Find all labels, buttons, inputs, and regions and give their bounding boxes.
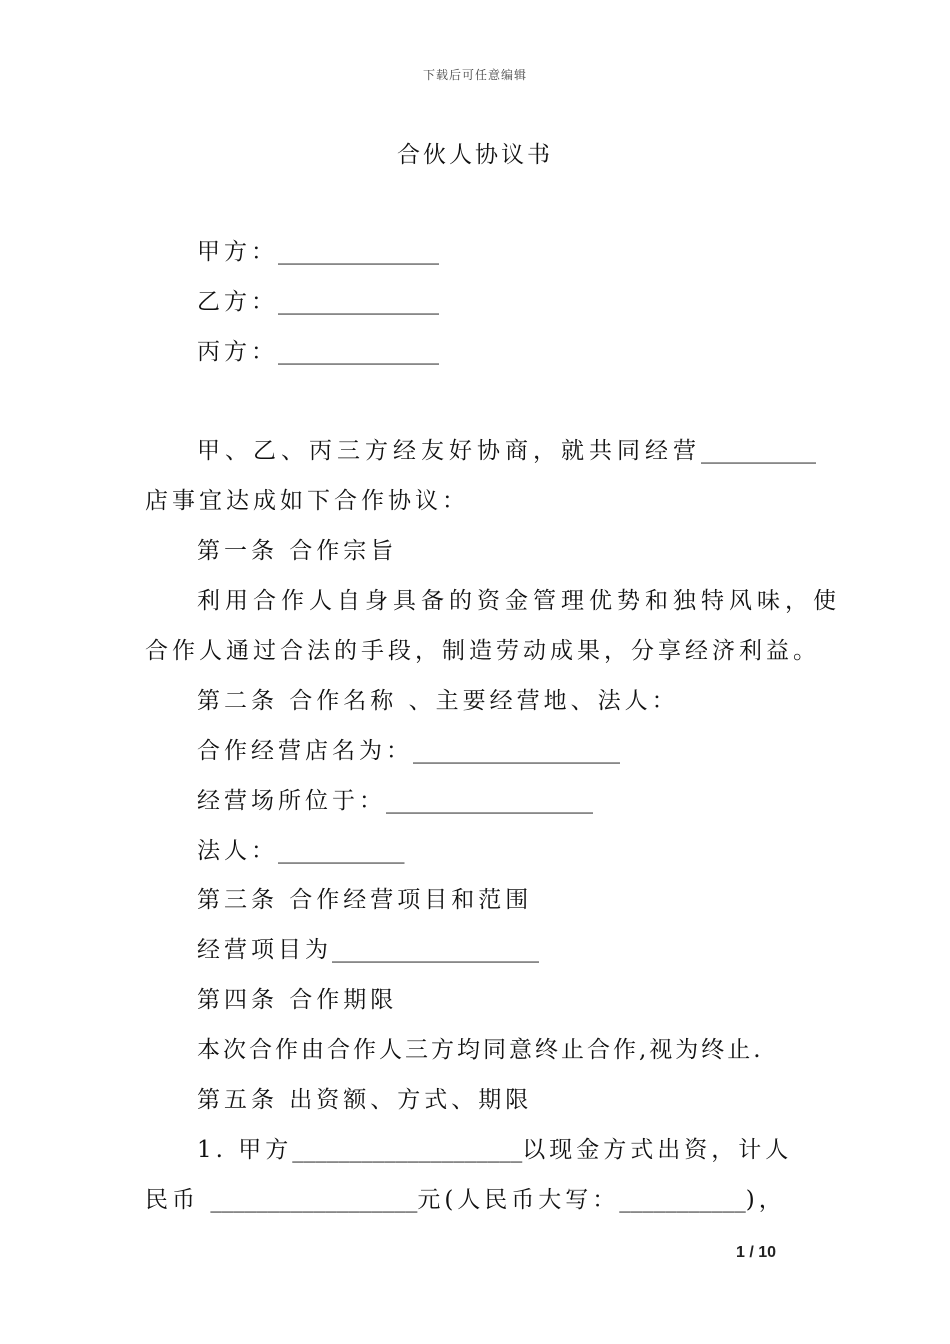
legal-person-label: 法人： <box>197 838 278 864</box>
item-1-blank: ____________________ <box>292 1137 523 1163</box>
business-items-blank: __________________ <box>332 937 539 963</box>
legal-person-line <box>197 835 405 867</box>
article-4-heading: 第四条 合作期限 <box>197 987 398 1013</box>
intro-blank: __________ <box>701 438 816 464</box>
party-a-label: 甲方： <box>197 239 278 265</box>
party-b-label: 乙方： <box>197 289 278 315</box>
location-label: 经营场所位于： <box>197 788 386 814</box>
shop-name-blank: __________________ <box>413 738 620 764</box>
article-5-line-2 <box>145 1184 786 1216</box>
shop-name-label: 合作经营店名为： <box>197 738 413 764</box>
item-1-suffix: 以现金方式出资，计人 <box>522 1137 793 1163</box>
article-5-item-1 <box>197 1134 792 1166</box>
article-4-text: 本次合作由合作人三方均同意终止合作,视为终止. <box>197 1037 764 1063</box>
party-a-blank: ______________ <box>278 239 439 265</box>
party-a-line <box>197 236 439 268</box>
party-b-line <box>197 286 439 318</box>
article-2-heading: 第二条 合作名称 、主要经营地、法人： <box>197 688 679 714</box>
amount-blank: __________________ <box>210 1187 418 1213</box>
article-1-line-1: 利用合作人自身具备的资金管理优势和独特风味，使 <box>197 588 841 614</box>
article-1-heading: 第一条 合作宗旨 <box>197 538 398 564</box>
header-note: 下载后可任意编辑 <box>422 68 527 82</box>
shop-name-line <box>197 735 620 767</box>
article-1-line-2: 合作人通过合法的手段，制造劳动成果，分享经济利益。 <box>145 638 820 664</box>
intro-line-2: 店事宜达成如下合作协议： <box>145 488 469 514</box>
document-title: 合伙人协议书 <box>397 142 553 168</box>
business-items-label: 经营项目为 <box>197 937 332 963</box>
party-c-blank: ______________ <box>278 339 439 365</box>
party-b-blank: ______________ <box>278 289 439 315</box>
party-c-label: 丙方： <box>197 339 278 365</box>
legal-person-blank: ___________ <box>278 838 405 864</box>
business-items-line <box>197 934 539 966</box>
intro-line-1 <box>197 435 816 467</box>
line-2-mid: 元(人民币大写： <box>417 1187 620 1213</box>
party-c-line <box>197 336 439 368</box>
article-5-heading: 第五条 出资额、方式、期限 <box>197 1087 533 1113</box>
article-3-heading: 第三条 合作经营项目和范围 <box>197 887 533 913</box>
page-number: 1 / 10 <box>736 1244 777 1261</box>
item-1-prefix: 1. 甲方 <box>197 1137 293 1163</box>
intro-text: 甲、乙、丙三方经友好协商，就共同经营 <box>197 438 701 464</box>
amount-uppercase-blank: ___________ <box>619 1187 746 1213</box>
location-line <box>197 785 593 817</box>
line-2-prefix: 民币 <box>145 1187 211 1213</box>
line-2-suffix: )， <box>745 1187 786 1213</box>
location-blank: __________________ <box>386 788 593 814</box>
